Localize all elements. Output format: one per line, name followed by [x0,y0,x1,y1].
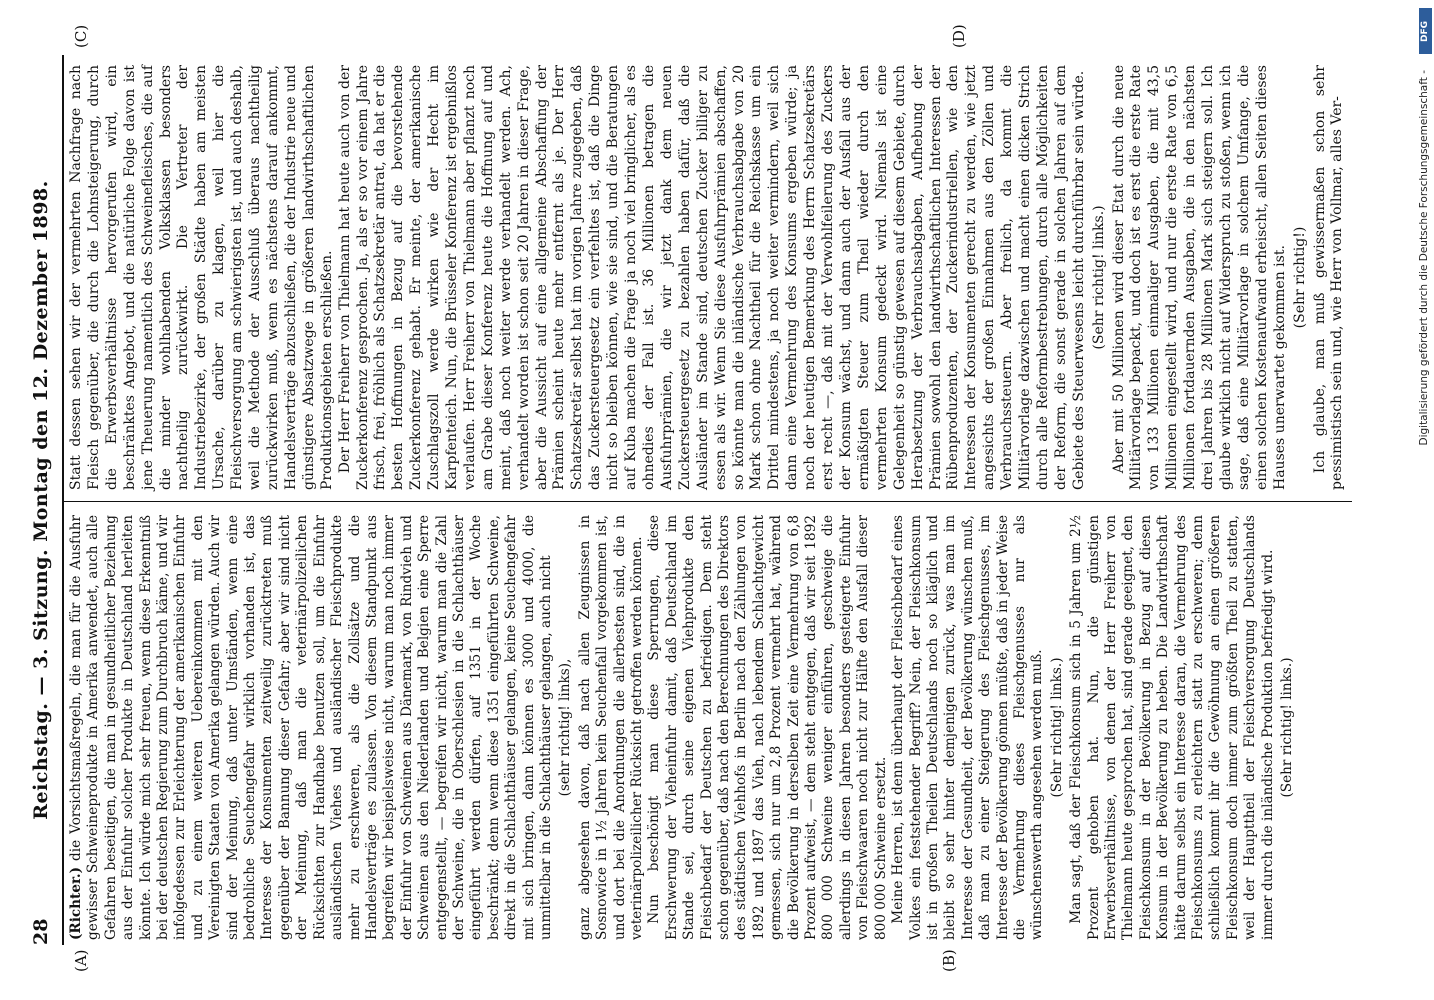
applause-note: (Sehr richtig! links.) [1090,205,1107,350]
paragraph: Meine Herren, ist denn überhaupt der Fleischbedarf eines Volkes ein feststehender Begriff? Nein, der Fleischkonsum ist in großen Theilen Deutschlands noch so kläglich und bleibt so sehr hinter demjenigen zurück, was man im Interesse der Gesundheit, der Bevölkerung wünschen muß, daß man zu einer Steigerung des Fleischgenusses, im Interesse der Bevölkerung gönnen müßte, daß in jeder Weise die Vermehrung dieses Fleischgenusses nur als wünschenswerth angesehen werden muß. [890,515,1046,940]
applause-note: (sehr richtig! links), [557,658,574,797]
left-column [68,515,1298,940]
speaker-label: (Richter.) [68,866,84,940]
paragraph: Aber mit 50 Millionen wird dieser Etat durch die neue Militärvorlage bepackt, und doch ist es erst die erste Rate von 133 Millionen einmaliger Ausgaben, die mit 43,5 Millionen eingestellt wird, und nur die erste Rate von 6,5 Millionen fortdauernden Ausgaben, die in den nächsten drei Jahren bis 28 Millionen Mark sich steigern soll. Ich glaube wirklich nicht auf Widerspruch zu stoßen, wenn ich sage, daß eine Militärvorlage in solchem Umfange, die einen solchen Kostenaufwand erheischt, allen Seiten dieses Hauses unerwartet gekommen ist. [1110,65,1288,490]
column-divider [62,501,1352,502]
paragraph: die Vorsichtsmaßregeln, die man für die Ausfuhr gewisser Schweineprodukte in Amerika anwendet, auch alle Gefahren beseitigen, die man in gesundheitlicher Beziehung aus der Einfuhr solcher Produkte in Deutschland herleiten könnte. Ich würde mich sehr freuen, wenn diese Erkenntniß bei der deutschen Regierung zum Durchbruch käme, und wir infolgedessen zur Erleichterung der amerikanischen Einfuhr und zu einem weiteren Uebereinkommen mit den Vereinigten Staaten von Amerika gelangen würden. Auch wir sind der Meinung, daß unter Umständen, wenn eine bedrohliche Seuchengefahr wirklich vorhanden ist, das Interesse der Konsumenten zeitweilig zurücktreten muß gegenüber der Bannung dieser Gefahr; aber wir sind nicht der Meinung, daß man die veterinärpolizeilichen Rücksichten zur Handhabe benutzen soll, um die Einfuhr ausländischen Viehes und ausländischer Fleischprodukte mehr zu erschweren, als die Zollsätze und die Handelsverträge es zulassen. Von diesem Standpunkt aus begreifen wir beispielsweise nicht, warum man noch immer der Einfuhr von Schweinen aus Dänemark, von Rindvieh und Schweinen aus den Niederlanden und Belgien eine Sperre entgegenstellt, — begreifen wir nicht, warum man die Zahl der Schweine, die in Oberschlesien in die Schlachthäuser eingeführt werden dürfen, auf 1351 in der Woche beschränkt; denn wenn diese 1351 eingeführten Schweine, direkt in die Schlachthäuser gelangen, keine Seuchengefahr mit sich bringen, dann können es 3000 und 4000, die unmittelbar in die Schlachthäuser gelangen, auch nicht [68,515,554,940]
page-number: 28 [30,918,52,945]
margin-marker-b: (B) [940,949,958,972]
paragraph: Man sagt, daß der Fleischkonsum sich in 5 Jahren um 2½ Prozent gehoben hat. Nun, die günstigen Erwerbsverhältnisse, von denen der Herr Freiherr von Thielmann heute gesprochen hat, sind gerade geeignet, den Fleischkonsum in der Bevölkerung in Bezug auf diesen Konsum in der Bevölkerung zu heben. Die Landwirthschaft hätte darum selbst ein Interesse daran, die Vermehrung des Fleischkonsums zu erleichtern statt zu erschweren; denn schließlich kommt ihr die Gewöhnung an einen größeren Fleischkonsum doch immer zum größten Theil zu statten, weil der Haupttheil der Fleischversorgung Deutschlands immer durch die inländische Produktion befriedigt wird. [1068,515,1276,940]
paragraph: Der Herr Freiherr von Thielmann hat heute auch von der Zuckerkonferenz gesprochen. Ja, als er so vor einem Jahre frisch, frei, fröhlich als Schatzsekretär antrat, da hat er die besten Hoffnungen in Bezug auf die bevorstehende Zuckerkonferenz gehabt. Er meinte, der amerikanische Zuschlagszoll werde wirken wie der Hecht im Karpfenteich. Nun, die Brüsseler Konferenz ist ergebnißlos verlaufen. Herr Freiherr von Thielmann aber pflanzt noch am Grabe dieser Konferenz heute die Hoffnung auf und meint, daß noch weiter werde verhandelt werden. Ach, verhandelt worden ist schon seit 20 Jahren in dieser Frage, aber die Aussicht auf eine allgemeine Abschaffung der Prämien scheint heute mehr entfernt als je. Der Herr Schatzsekretär selbst hat im vorigen Jahre zugegeben, daß das Zuckersteuergesetz ein verfehltes ist, daß die Dinge nicht so bleiben können, wie sie sind, und die Beratungen auf Kuba machen die Frage ja noch viel bringlicher, als es ohnedies der Fall ist. 36 Millionen betragen die Ausfuhrprämien, die wir jetzt dank dem neuen Zuckersteuergesetz zu bezahlen haben dafür, daß die Ausländer im Stande sind, deutschen Zucker billiger zu essen als wir. Wenn Sie diese Ausfuhrprämien abschaffen, so könnte man die inländische Verbrauchsabgabe von 20 Mark schon ohne Nachtheil für die Reichskasse um ein Drittel mindestens, ja noch weiter vermindern, weil sich dann eine Vermehrung des Konsums ergeben würde; ja noch der heutigen Bemerkung des Herrn Schatzsekretärs erst recht —, daß mit der Verwohlfeilerung des Zuckers der Konsum wächst, und dann auch der Ausfall aus der ermäßigten Steuer zum Theil wieder durch den vermehrten Konsum gedeckt wird. Niemals ist eine Gelegenheit so günstig gewesen auf diesem Gebiete, durch Herabsetzung der Verbrauchsabgaben, Aufhebung der Prämien sowohl den landwirthschaftlichen Interessen der Rübenproduzenten, der Zuckerindustriellen, wie den Interessen der Konsumenten gerecht zu werden, wie jetzt angesichts der großen Einnahmen aus den Zöllen und Verbrauchssteuern. Aber freilich, da kommt die Militärvorlage dazwischen und macht einen dicken Strich durch alle Reformbestrebungen, durch alle Möglichkeiten der Reform, die sonst gerade in solchen Jahren auf dem Gebiete des Steuerwesens leicht durchführbar sein würde. [336,65,1087,490]
applause-note: (Sehr richtig! links.) [1048,657,1065,798]
header-rule [62,55,64,945]
page-header [30,55,60,945]
paragraph: Nun beschönigt man diese Sperrungen, diese Erschwerung der Vieheinfuhr damit, daß Deutschland im Stande sei, durch seine eigenen Viehprodukte den Fleischbedarf der Deutschen zu befriedigen. Dem steht schon gegenüber, daß nach den Berechnungen des Direktors des städtischen Viehhofs in Berlin nach den Zählungen von 1892 und 1897 das Vieh, nach lebendem Schlachtgewicht gemessen, sich nur um 2,8 Prozent vermehrt hat, während die Bevölkerung in derselben Zeit eine Vermehrung von 6,8 Prozent aufweist, — dem steht entgegen, daß wir seit 1892 800 000 Schweine weniger einführen, geschweige die allerdings in diesen Jahren besonders gesteigerte Einfuhr von Fleischwaaren noch nicht zur Hälfte den Ausfall dieser 800 000 Schweine ersetzt. [646,515,889,940]
right-column [68,65,1347,490]
paragraph: Ich glaube, man muß gewissermaßen schon sehr pessimistisch sein und, wie Herr von Vollmar, alles Ver- [1311,65,1346,490]
paragraph: Statt dessen sehen wir der vermehrten Nachfrage nach Fleisch gegenüber, die durch die Lohnsteigerung, durch die Erwerbsverhältnisse hervorgerufen wird, ein beschränktes Angebot, und die natürliche Folge davon ist jene Theuerung namentlich des Schweinefleisches, die auf die minder wohlhabenden Volksklassen besonders nachtheilig zurückwirkt. Die Vertreter der Industriebezirke, der großen Städte haben am meisten Ursache, darüber zu klagen, weil hier die Fleischversorgung am schwierigsten ist, und auch deshalb, weil die Methode der Ausschluß überaus nachtheilig zurückwirken muß, wenn es nächstens darauf ankommt, Handelsverträge abzuschließen, die der Industrie neue und günstigere Absatzwege in größeren landwirthschaftlichen Produktionsgebieten erschließen. [68,65,335,490]
margin-marker-c: (C) [72,24,90,48]
applause-note: (Sehr richtig!) [1291,226,1308,329]
margin-marker-d: (D) [950,24,968,48]
dfg-logo: DFG [1419,8,1432,54]
digitization-credit: Digitalisierung gefördert durch die Deutsche Forschungsgemeinschaft - [1418,70,1430,446]
running-title: Reichstag. — 3. Sitzung. Montag den 12. Dezember 1898. [30,180,52,820]
margin-marker-a: (A) [72,949,90,972]
applause-note: (Sehr richtig! links.) [1279,657,1296,798]
paragraph: ganz abgesehen davon, daß nach allen Zeugnissen in Sosnowice in 1½ Jahren kein Seuchenfall vorgekommen ist, und dort bei die Anordnungen die allerbesten sind, die in veterinärpolizeilicher Rücksicht getroffen werden können. [576,515,645,940]
